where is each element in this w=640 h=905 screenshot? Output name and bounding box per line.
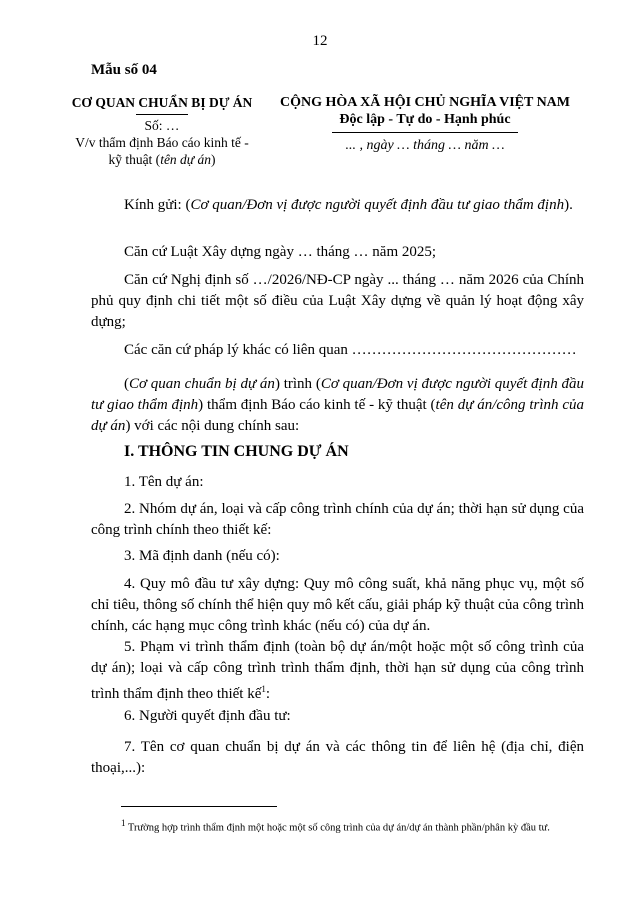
intro-text: ) với các nội dung chính sau: <box>125 418 300 434</box>
item-4: 4. Quy mô đầu tư xây dựng: Quy mô công suất, khả năng phục vụ, một số chỉ tiêu, thông số chính thể hiện quy mô kết cấu, giải pháp kỹ thuật của công trình chính, các hạng mục công trình khác (nếu có) của dự án. <box>91 576 584 634</box>
footnote-marker: 1 <box>121 818 126 828</box>
footnote-text: Trường hợp trình thẩm định một hoặc một số công trình của dự án/dự án thành phần/phân kỳ đầu tư. <box>125 822 550 834</box>
motto-divider <box>332 132 518 133</box>
footnote <box>121 816 584 836</box>
footnote-divider <box>121 806 277 807</box>
right-header <box>270 94 580 154</box>
item-5-end: : <box>265 686 271 702</box>
item-5 <box>91 637 584 705</box>
intro-italic: tên dự án/công trình của dự án <box>91 397 585 434</box>
intro-text: ) trình ( <box>274 376 321 392</box>
intro-paragraph <box>91 374 584 437</box>
recipient-suffix: ). <box>564 197 573 213</box>
subject-line-1: V/v thẩm định Báo cáo kinh tế - <box>75 135 249 150</box>
document-number: Số: … <box>144 118 180 133</box>
national-motto: Độc lập - Tự do - Hạnh phúc <box>339 112 511 127</box>
intro-italic: Cơ quan chuẩn bị dự án <box>129 376 275 392</box>
form-number: Mẫu số 04 <box>91 62 157 78</box>
subject-suffix: ) <box>211 152 216 167</box>
subject-prefix: kỹ thuật ( <box>108 152 161 167</box>
intro-italic: Cơ quan/Đơn vị được người quyết định đầu tư giao thẩm định <box>91 376 584 413</box>
footnote-ref[interactable]: 1 <box>261 684 266 694</box>
basis-decree: Căn cứ Nghị định số …/2026/NĐ-CP ngày ... tháng … năm 2026 của Chính phủ quy định chi tiết một số điều của Luật Xây dựng về quản lý hoạt động xây dựng; <box>91 272 584 330</box>
item-3: 3. Mã định danh (nếu có): <box>124 548 280 564</box>
left-header <box>62 94 262 168</box>
date-line: ... , ngày … tháng … năm … <box>345 138 505 153</box>
subject-project-name: tên dự án <box>160 152 212 167</box>
recipient-name: Cơ quan/Đơn vị được người quyết định đầu tư giao thẩm định <box>190 197 565 213</box>
basis-other: Các căn cứ pháp lý khác có liên quan ……………………………………… <box>124 342 577 358</box>
basis-law: Căn cứ Luật Xây dựng ngày … tháng … năm 2025; <box>124 244 437 260</box>
recipient-prefix: Kính gửi: ( <box>124 197 191 213</box>
intro-text: ( <box>124 376 129 392</box>
item-2: 2. Nhóm dự án, loại và cấp công trình chính của dự án; thời hạn sử dụng của công trình chính theo thiết kế: <box>91 501 584 538</box>
item-5-text: 5. Phạm vi trình thẩm định (toàn bộ dự án/một hoặc một số công trình của dự án); loại và cấp công trình trình thẩm định, thời hạn sử dụng của công trình trình thẩm định theo thiết kế <box>91 639 584 702</box>
agency-name: CƠ QUAN CHUẨN BỊ DỰ ÁN <box>71 95 253 110</box>
page-number: 12 <box>312 33 328 49</box>
recipient-line <box>91 195 584 216</box>
subject-line-2 <box>62 151 262 168</box>
header-divider <box>136 114 188 115</box>
country-name: CỘNG HÒA XÃ HỘI CHỦ NGHĨA VIỆT NAM <box>279 95 570 110</box>
section-title: I. THÔNG TIN CHUNG DỰ ÁN <box>124 443 349 460</box>
item-1: 1. Tên dự án: <box>124 474 204 490</box>
item-6: 6. Người quyết định đầu tư: <box>124 708 291 724</box>
intro-text: ) thẩm định Báo cáo kinh tế - kỹ thuật ( <box>198 397 436 413</box>
item-7: 7. Tên cơ quan chuẩn bị dự án và các thông tin để liên hệ (địa chỉ, điện thoại,...): <box>91 739 584 776</box>
